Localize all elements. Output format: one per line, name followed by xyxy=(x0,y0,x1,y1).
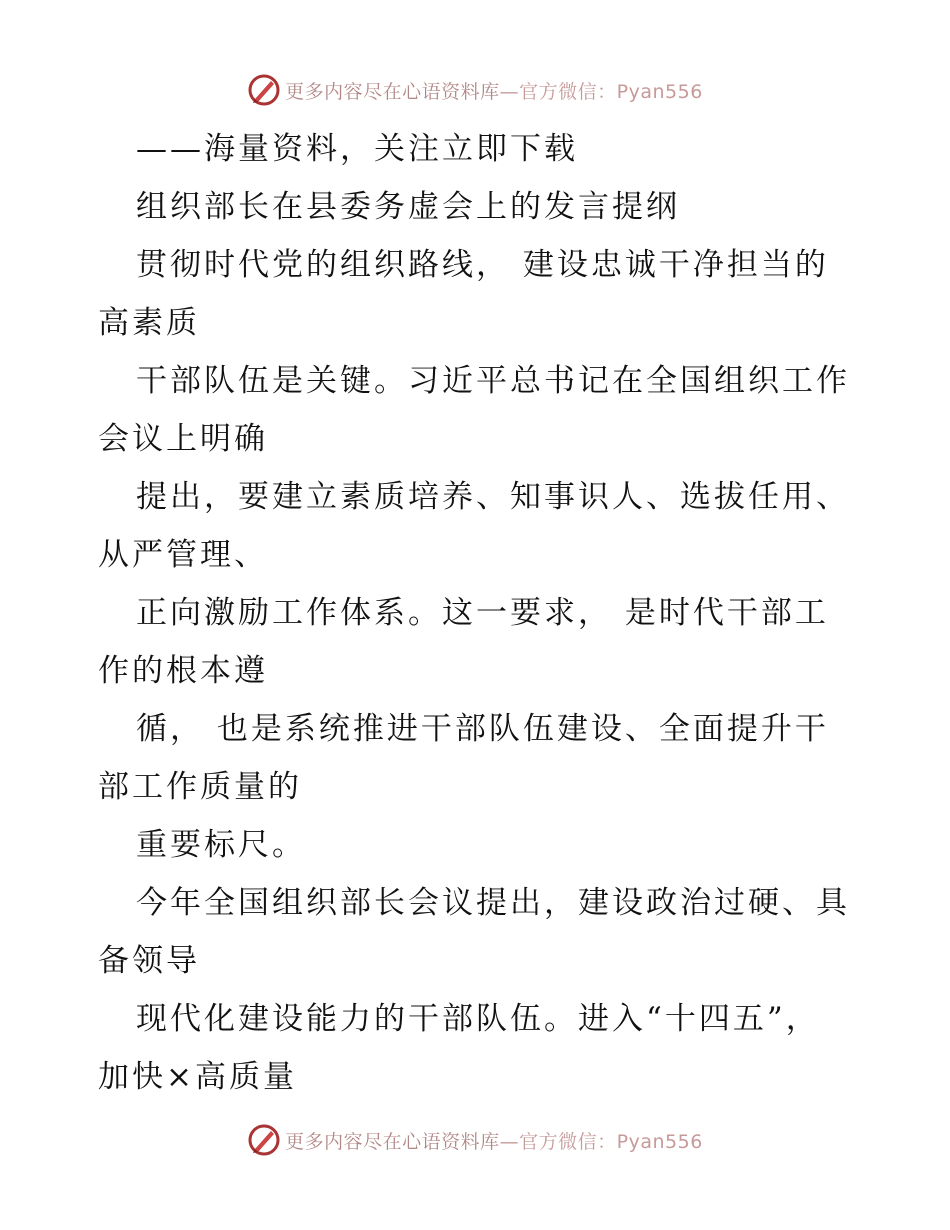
text-line-16: 现代化建设能力的干部队伍。进入“十四五”， xyxy=(136,1001,820,1037)
document-body xyxy=(98,120,858,1106)
pen-logo-icon xyxy=(247,73,281,107)
footer-banner-text: 更多内容尽在心语资料库 xyxy=(285,1130,500,1153)
text-line-6: 会议上明确 xyxy=(98,421,268,457)
pen-logo-icon xyxy=(247,1123,281,1157)
text-line-11: 循， 也是系统推进干部队伍建设、全面提升干 xyxy=(136,711,829,747)
document-title: 组织部长在县委务虚会上的发言提纲 xyxy=(136,189,680,225)
text-line-3: 贯彻时代党的组织路线， 建设忠诚干净担当的 xyxy=(136,247,829,283)
footer-watermark-banner xyxy=(0,1120,950,1160)
footer-banner-wechat: —官方微信：Pyan556 xyxy=(499,1130,703,1153)
text-line-8: 从严管理、 xyxy=(98,537,268,573)
text-line-5: 干部队伍是关键。习近平总书记在全国组织工作 xyxy=(136,363,850,399)
text-line-14: 今年全国组织部长会议提出，建设政治过硬、具 xyxy=(136,885,850,921)
text-line-7: 提出，要建立素质培养、知事识人、选拔任用、 xyxy=(136,479,850,515)
header-banner-text: 更多内容尽在心语资料库 xyxy=(285,80,500,103)
text-line-17: 加快×高质量 xyxy=(98,1059,297,1095)
text-line-12: 部工作质量的 xyxy=(98,769,302,805)
text-line-1: ——海量资料，关注立即下载 xyxy=(136,131,578,167)
header-watermark-banner xyxy=(0,70,950,110)
text-line-9: 正向激励工作体系。这一要求， 是时代干部工 xyxy=(136,595,829,631)
text-line-10: 作的根本遵 xyxy=(98,653,268,689)
text-line-15: 备领导 xyxy=(98,943,200,979)
text-line-4: 高素质 xyxy=(98,305,200,341)
text-line-13: 重要标尺。 xyxy=(136,827,306,863)
header-banner-wechat: —官方微信：Pyan556 xyxy=(499,80,703,103)
